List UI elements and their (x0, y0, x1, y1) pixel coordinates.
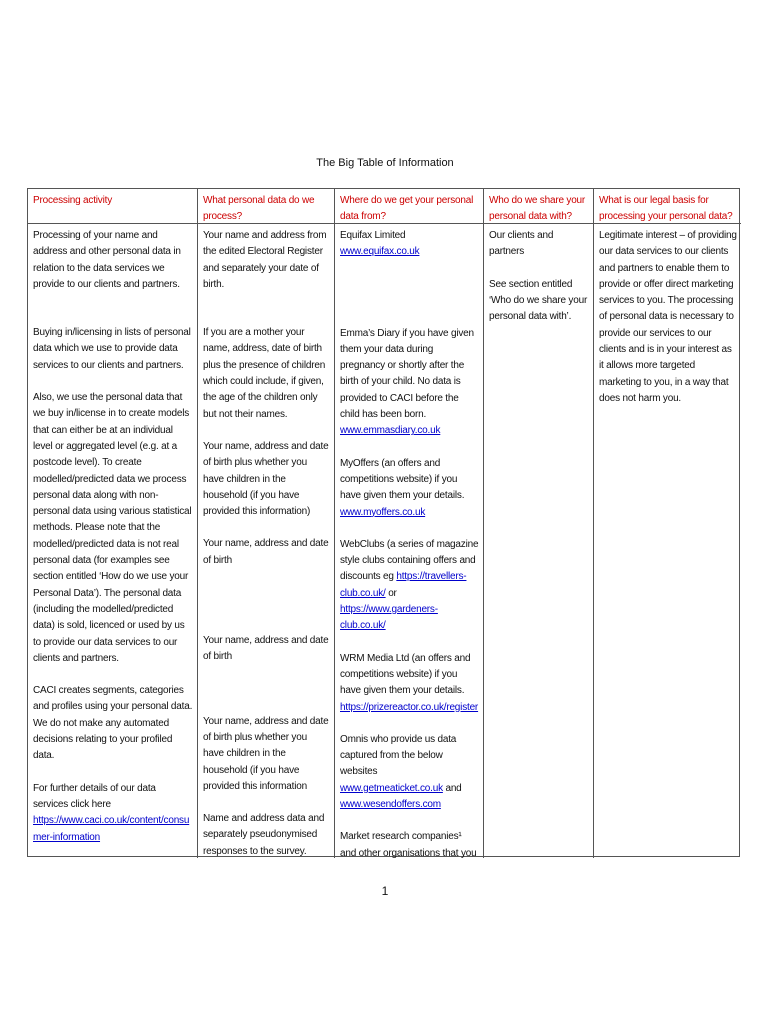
emmas-diary-link[interactable]: www.emmasdiary.co.uk (340, 425, 441, 437)
source-market-research: Market research companies¹ and other organisations that you (340, 831, 477, 858)
wesendoffers-link[interactable]: www.wesendoffers.com (340, 799, 441, 811)
activity-text-2: Buying in/licensing in lists of personal data which we use to provide data services to our clients and partners. (33, 327, 191, 371)
personal-data-text-5: Your name, address and date of birth (203, 635, 329, 663)
personal-data-text-4: Your name, address and date of birth (203, 538, 329, 566)
source-webclubs-or: or (385, 587, 397, 599)
source-wrm-media: WRM Media Ltd (an offers and competitions website) if you have given them your details. (340, 652, 471, 697)
activity-text-1: Processing of your name and address and other personal data in relation to the data services we provide to our clients and partners. (33, 230, 181, 290)
prizereactor-link[interactable]: https://prizereactor.co.uk/register (340, 701, 479, 713)
share-with-cell (484, 224, 594, 858)
data-source-cell (335, 224, 484, 858)
getmeaticket-link[interactable]: www.getmeaticket.co.uk (340, 782, 443, 794)
source-webclubs (340, 537, 479, 602)
personal-data-text-1: Your name and address from the edited Electoral Register and separately your date of birth. (203, 230, 327, 290)
share-text-1: Our clients and partners (489, 230, 554, 258)
page-title: The Big Table of Information (316, 157, 454, 169)
header-processing-activity: Processing activity (28, 189, 198, 224)
activity-text-5: For further details of our data services click here (33, 782, 156, 810)
source-emmas-diary: Emma’s Diary if you have given them your data during pregnancy or shortly after the birth of your child. No data is provided to CACI before the child has been born. (340, 327, 474, 421)
source-omnis-and: and (442, 782, 462, 794)
personal-data-cell (198, 224, 335, 858)
source-omnis-links (340, 781, 479, 797)
source-myoffers: MyOffers (an offers and competitions website) if you have given them your details. (340, 457, 465, 502)
share-text-2: See section entitled ‘Who do we share your personal data with’. (489, 278, 588, 323)
activity-text-4: CACI creates segments, categories and profiles using your personal data. We do not make any automated decisions relating to your profiled data. (33, 685, 193, 762)
personal-data-text-2: If you are a mother your name, address, date of birth plus the presence of children which could include, if given, the age of the children only but not their names. (203, 327, 326, 420)
travellers-club-link[interactable]: https://travellers-club.co.uk/ (340, 571, 467, 599)
legal-basis-cell (594, 224, 741, 858)
activity-text-3: Also, we use the personal data that we buy in/license in to create models that can either be at an individual level or aggregated level (e.g. at a postcode level). To create modelled/predicted data we process personal data along with non-personal data using various statistical methods. Please note that the modelled/predicted data is not real personal data (for examples see section entitled ‘How do we use your Personal Data’). The personal data (including the modelled/predicted data) is sold, licenced or used by us to provide our data services to our clients and partners. (33, 392, 192, 664)
gardeners-club-link[interactable]: https://www.gardeners-club.co.uk/ (340, 604, 438, 632)
source-equifax (340, 228, 479, 261)
source-omnis: Omnis who provide us data captured from the below websites (340, 733, 457, 778)
equifax-link[interactable]: www.equifax.co.uk (340, 246, 420, 258)
source-webclubs-text: WebClubs (a series of magazine style clubs containing offers and discounts eg (340, 538, 479, 583)
header-share-with: Who do we share your personal data with? (484, 189, 594, 224)
caci-consumer-info-link[interactable]: https://www.caci.co.uk/content/consumer-information (33, 815, 190, 843)
personal-data-text-3: Your name, address and date of birth plus whether you have children in the household (if you have provided this information) (203, 440, 329, 518)
legal-text-1: Legitimate interest – of providing our data services to our clients and partners to enable them to provide or offer direct marketing services to you. The processing of personal data is necessary to provide our services to our clients and is in your interest as it allows more targeted marketing to you, in a way that does not harm you. (599, 230, 737, 404)
activity-cell (28, 224, 198, 858)
personal-data-text-6: Your name, address and date of birth plus whether you have children in the household (if you have provided this information (203, 715, 329, 792)
page-number: 1 (381, 884, 389, 898)
big-table-of-information (27, 188, 740, 857)
personal-data-text-7: Name and address data and separately pseudonymised responses to the survey. (203, 813, 325, 857)
myoffers-link[interactable]: www.myoffers.co.uk (340, 506, 426, 518)
header-data-source: Where do we get your personal data from? (335, 189, 484, 224)
header-legal-basis: What is our legal basis for processing your personal data? (594, 189, 741, 224)
source-equifax-text: Equifax Limited (340, 230, 406, 241)
header-personal-data: What personal data do we process? (198, 189, 335, 224)
